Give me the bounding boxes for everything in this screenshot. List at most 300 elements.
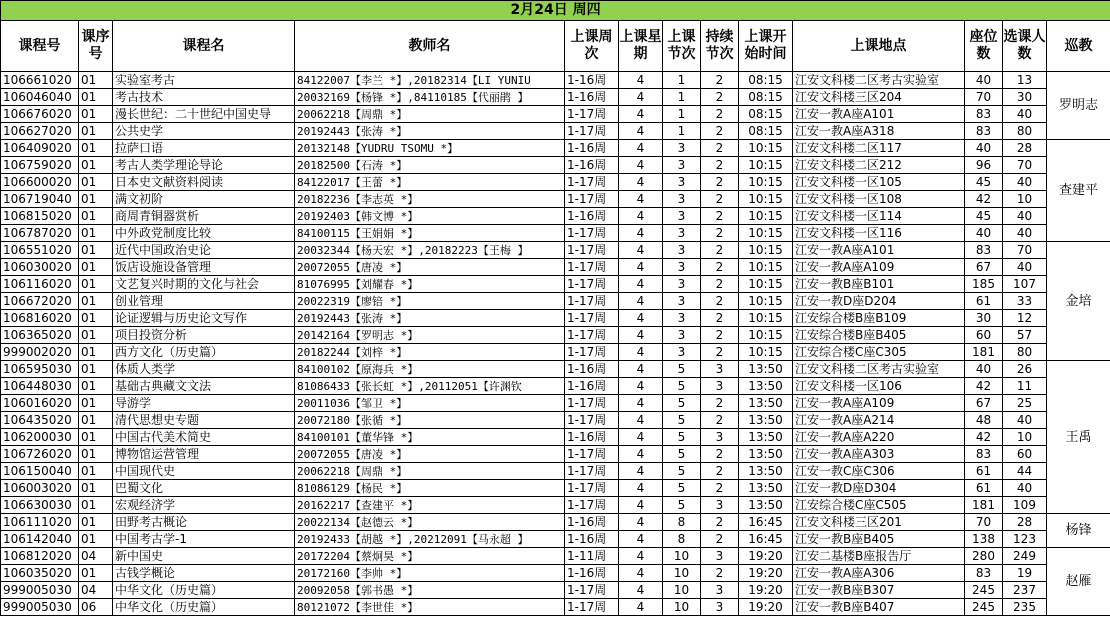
cell-start-time[interactable]: 13:50 — [739, 480, 793, 497]
cell-weekday[interactable]: 4 — [619, 140, 663, 157]
cell-section[interactable]: 01 — [79, 446, 113, 463]
cell-section[interactable]: 01 — [79, 378, 113, 395]
cell-location[interactable]: 江安综合楼C座C305 — [793, 344, 965, 361]
cell-period[interactable]: 5 — [663, 497, 701, 514]
cell-teacher[interactable]: 20132148【YUDRU TSOMU *】 — [295, 140, 565, 157]
cell-enrolled[interactable]: 10 — [1003, 191, 1047, 208]
cell-course-name[interactable]: 导游学 — [113, 395, 295, 412]
cell-duration[interactable]: 3 — [701, 378, 739, 395]
cell-seats[interactable]: 70 — [965, 89, 1003, 106]
cell-teacher[interactable]: 80121072【李世佳 *】 — [295, 599, 565, 616]
cell-start-time[interactable]: 13:50 — [739, 429, 793, 446]
cell-start-time[interactable]: 10:15 — [739, 276, 793, 293]
cell-section[interactable]: 01 — [79, 412, 113, 429]
cell-start-time[interactable]: 13:50 — [739, 446, 793, 463]
cell-duration[interactable]: 2 — [701, 106, 739, 123]
cell-location[interactable]: 江安一教A座A109 — [793, 395, 965, 412]
cell-section[interactable]: 01 — [79, 361, 113, 378]
cell-location[interactable]: 江安一教A座A318 — [793, 123, 965, 140]
cell-weeks[interactable]: 1-16周 — [565, 157, 619, 174]
cell-enrolled[interactable]: 40 — [1003, 480, 1047, 497]
cell-course-id[interactable]: 106726020 — [1, 446, 79, 463]
cell-duration[interactable]: 2 — [701, 327, 739, 344]
cell-seats[interactable]: 83 — [965, 106, 1003, 123]
cell-weeks[interactable]: 1-17周 — [565, 395, 619, 412]
cell-period[interactable]: 1 — [663, 89, 701, 106]
cell-teacher[interactable]: 84122007【李兰 *】,20182314【LI YUNIU — [295, 72, 565, 89]
cell-weekday[interactable]: 4 — [619, 429, 663, 446]
cell-course-name[interactable]: 拉萨口语 — [113, 140, 295, 157]
cell-seats[interactable]: 61 — [965, 293, 1003, 310]
cell-location[interactable]: 江安一教B座B407 — [793, 599, 965, 616]
cell-weekday[interactable]: 4 — [619, 446, 663, 463]
cell-section[interactable]: 01 — [79, 157, 113, 174]
cell-seats[interactable]: 61 — [965, 480, 1003, 497]
cell-teacher[interactable]: 20092058【郭书愚 *】 — [295, 582, 565, 599]
cell-period[interactable]: 10 — [663, 565, 701, 582]
cell-course-name[interactable]: 论证逻辑与历史论文写作 — [113, 310, 295, 327]
cell-enrolled[interactable]: 28 — [1003, 514, 1047, 531]
cell-weeks[interactable]: 1-17周 — [565, 191, 619, 208]
cell-duration[interactable]: 2 — [701, 242, 739, 259]
cell-duration[interactable]: 2 — [701, 140, 739, 157]
cell-section[interactable]: 01 — [79, 106, 113, 123]
cell-location[interactable]: 江安一教A座A109 — [793, 259, 965, 276]
cell-course-name[interactable]: 漫长世纪：二十世纪中国史导 — [113, 106, 295, 123]
cell-duration[interactable]: 2 — [701, 565, 739, 582]
cell-location[interactable]: 江安一教A座A220 — [793, 429, 965, 446]
cell-seats[interactable]: 83 — [965, 242, 1003, 259]
cell-section[interactable]: 01 — [79, 463, 113, 480]
cell-course-id[interactable]: 106046040 — [1, 89, 79, 106]
cell-section[interactable]: 01 — [79, 140, 113, 157]
cell-section[interactable]: 06 — [79, 599, 113, 616]
cell-teacher[interactable]: 20062218【周鼎 *】 — [295, 463, 565, 480]
cell-location[interactable]: 江安文科楼三区201 — [793, 514, 965, 531]
cell-weeks[interactable]: 1-11周 — [565, 548, 619, 565]
cell-weekday[interactable]: 4 — [619, 276, 663, 293]
cell-enrolled[interactable]: 70 — [1003, 242, 1047, 259]
cell-teacher[interactable]: 20182236【李志英 *】 — [295, 191, 565, 208]
cell-section[interactable]: 01 — [79, 293, 113, 310]
cell-seats[interactable]: 42 — [965, 429, 1003, 446]
cell-course-name[interactable]: 考古人类学理论导论 — [113, 157, 295, 174]
cell-course-id[interactable]: 106630030 — [1, 497, 79, 514]
cell-teacher[interactable]: 20162217【查建平 *】 — [295, 497, 565, 514]
cell-duration[interactable]: 2 — [701, 225, 739, 242]
cell-weeks[interactable]: 1-17周 — [565, 344, 619, 361]
cell-weekday[interactable]: 4 — [619, 106, 663, 123]
cell-location[interactable]: 江安一教B座B307 — [793, 582, 965, 599]
cell-course-id[interactable]: 106815020 — [1, 208, 79, 225]
cell-course-id[interactable]: 106816020 — [1, 310, 79, 327]
cell-seats[interactable]: 83 — [965, 446, 1003, 463]
cell-weekday[interactable]: 4 — [619, 378, 663, 395]
cell-teacher[interactable]: 20142164【罗明志 *】 — [295, 327, 565, 344]
cell-course-id[interactable]: 106116020 — [1, 276, 79, 293]
cell-seats[interactable]: 45 — [965, 208, 1003, 225]
cell-section[interactable]: 01 — [79, 497, 113, 514]
cell-weekday[interactable]: 4 — [619, 497, 663, 514]
cell-teacher[interactable]: 20182244【刘梓 *】 — [295, 344, 565, 361]
cell-weekday[interactable]: 4 — [619, 514, 663, 531]
cell-enrolled[interactable]: 19 — [1003, 565, 1047, 582]
cell-weeks[interactable]: 1-17周 — [565, 480, 619, 497]
cell-seats[interactable]: 67 — [965, 259, 1003, 276]
cell-weeks[interactable]: 1-16周 — [565, 89, 619, 106]
cell-start-time[interactable]: 13:50 — [739, 497, 793, 514]
cell-period[interactable]: 8 — [663, 514, 701, 531]
cell-period[interactable]: 3 — [663, 327, 701, 344]
cell-teacher[interactable]: 20172160【李帅 *】 — [295, 565, 565, 582]
cell-course-name[interactable]: 巴蜀文化 — [113, 480, 295, 497]
cell-location[interactable]: 江安一教A座A303 — [793, 446, 965, 463]
cell-period[interactable]: 8 — [663, 531, 701, 548]
cell-inspector[interactable]: 王禹 — [1047, 361, 1110, 514]
cell-course-name[interactable]: 公共史学 — [113, 123, 295, 140]
cell-course-id[interactable]: 106030020 — [1, 259, 79, 276]
cell-seats[interactable]: 67 — [965, 395, 1003, 412]
cell-weekday[interactable]: 4 — [619, 242, 663, 259]
cell-weekday[interactable]: 4 — [619, 361, 663, 378]
cell-duration[interactable]: 3 — [701, 599, 739, 616]
cell-course-id[interactable]: 106759020 — [1, 157, 79, 174]
cell-period[interactable]: 10 — [663, 582, 701, 599]
cell-start-time[interactable]: 08:15 — [739, 72, 793, 89]
cell-period[interactable]: 5 — [663, 463, 701, 480]
cell-period[interactable]: 3 — [663, 242, 701, 259]
cell-section[interactable]: 01 — [79, 565, 113, 582]
cell-start-time[interactable]: 10:15 — [739, 310, 793, 327]
cell-enrolled[interactable]: 57 — [1003, 327, 1047, 344]
cell-course-id[interactable]: 106016020 — [1, 395, 79, 412]
cell-teacher[interactable]: 20192443【张涛 *】 — [295, 123, 565, 140]
cell-course-name[interactable]: 日本史文献资料阅读 — [113, 174, 295, 191]
cell-weeks[interactable]: 1-16周 — [565, 72, 619, 89]
cell-location[interactable]: 江安综合楼B座B109 — [793, 310, 965, 327]
cell-period[interactable]: 5 — [663, 395, 701, 412]
cell-course-id[interactable]: 106142040 — [1, 531, 79, 548]
cell-section[interactable]: 01 — [79, 123, 113, 140]
cell-weeks[interactable]: 1-16周 — [565, 378, 619, 395]
cell-duration[interactable]: 3 — [701, 361, 739, 378]
cell-teacher[interactable]: 84100101【董华锋 *】 — [295, 429, 565, 446]
cell-seats[interactable]: 40 — [965, 140, 1003, 157]
cell-weeks[interactable]: 1-17周 — [565, 242, 619, 259]
cell-weekday[interactable]: 4 — [619, 599, 663, 616]
header-course-id[interactable]: 课程号 — [1, 21, 79, 72]
cell-course-name[interactable]: 项目投资分析 — [113, 327, 295, 344]
cell-enrolled[interactable]: 70 — [1003, 157, 1047, 174]
cell-section[interactable]: 01 — [79, 191, 113, 208]
cell-start-time[interactable]: 10:15 — [739, 140, 793, 157]
cell-teacher[interactable]: 20072055【唐凌 *】 — [295, 446, 565, 463]
cell-seats[interactable]: 45 — [965, 174, 1003, 191]
cell-seats[interactable]: 181 — [965, 497, 1003, 514]
cell-enrolled[interactable]: 10 — [1003, 429, 1047, 446]
header-enrolled[interactable]: 选课人数 — [1003, 21, 1047, 72]
cell-enrolled[interactable]: 40 — [1003, 412, 1047, 429]
cell-enrolled[interactable]: 235 — [1003, 599, 1047, 616]
cell-course-id[interactable]: 106435020 — [1, 412, 79, 429]
cell-enrolled[interactable]: 25 — [1003, 395, 1047, 412]
cell-teacher[interactable]: 84100115【王娟娟 *】 — [295, 225, 565, 242]
cell-duration[interactable]: 2 — [701, 412, 739, 429]
cell-section[interactable]: 01 — [79, 174, 113, 191]
cell-teacher[interactable]: 81086433【张长虹 *】,20112051【许渊钦 — [295, 378, 565, 395]
cell-enrolled[interactable]: 249 — [1003, 548, 1047, 565]
cell-duration[interactable]: 3 — [701, 429, 739, 446]
cell-course-id[interactable]: 106003020 — [1, 480, 79, 497]
cell-start-time[interactable]: 13:50 — [739, 412, 793, 429]
cell-location[interactable]: 江安文科楼三区204 — [793, 89, 965, 106]
cell-duration[interactable]: 2 — [701, 446, 739, 463]
cell-weeks[interactable]: 1-17周 — [565, 106, 619, 123]
cell-seats[interactable]: 40 — [965, 225, 1003, 242]
cell-seats[interactable]: 40 — [965, 361, 1003, 378]
cell-course-name[interactable]: 考古技术 — [113, 89, 295, 106]
cell-teacher[interactable]: 20032169【杨锋 *】,84110185【代丽鹃 】 — [295, 89, 565, 106]
cell-period[interactable]: 3 — [663, 344, 701, 361]
cell-seats[interactable]: 185 — [965, 276, 1003, 293]
cell-weekday[interactable]: 4 — [619, 310, 663, 327]
cell-start-time[interactable]: 10:15 — [739, 157, 793, 174]
cell-course-name[interactable]: 基础古典藏文文法 — [113, 378, 295, 395]
cell-period[interactable]: 3 — [663, 276, 701, 293]
cell-weeks[interactable]: 1-16周 — [565, 565, 619, 582]
cell-duration[interactable]: 2 — [701, 89, 739, 106]
cell-duration[interactable]: 3 — [701, 548, 739, 565]
cell-start-time[interactable]: 08:15 — [739, 89, 793, 106]
header-period[interactable]: 上课节次 — [663, 21, 701, 72]
cell-section[interactable]: 01 — [79, 208, 113, 225]
header-weeks[interactable]: 上课周次 — [565, 21, 619, 72]
cell-period[interactable]: 3 — [663, 208, 701, 225]
cell-duration[interactable]: 3 — [701, 582, 739, 599]
cell-seats[interactable]: 181 — [965, 344, 1003, 361]
cell-duration[interactable]: 2 — [701, 157, 739, 174]
cell-course-name[interactable]: 中国现代史 — [113, 463, 295, 480]
cell-enrolled[interactable]: 12 — [1003, 310, 1047, 327]
cell-teacher[interactable]: 20192403【韩文博 *】 — [295, 208, 565, 225]
cell-section[interactable]: 01 — [79, 242, 113, 259]
cell-enrolled[interactable]: 13 — [1003, 72, 1047, 89]
cell-duration[interactable]: 2 — [701, 293, 739, 310]
cell-course-id[interactable]: 106672020 — [1, 293, 79, 310]
cell-course-name[interactable]: 古钱学概论 — [113, 565, 295, 582]
cell-weeks[interactable]: 1-17周 — [565, 497, 619, 514]
cell-course-name[interactable]: 饭店设施设备管理 — [113, 259, 295, 276]
cell-start-time[interactable]: 13:50 — [739, 378, 793, 395]
cell-location[interactable]: 江安文科楼一区114 — [793, 208, 965, 225]
header-start-time[interactable]: 上课开始时间 — [739, 21, 793, 72]
cell-weeks[interactable]: 1-17周 — [565, 259, 619, 276]
cell-start-time[interactable]: 13:50 — [739, 395, 793, 412]
cell-weeks[interactable]: 1-17周 — [565, 225, 619, 242]
cell-weeks[interactable]: 1-17周 — [565, 446, 619, 463]
cell-seats[interactable]: 61 — [965, 463, 1003, 480]
cell-start-time[interactable]: 10:15 — [739, 208, 793, 225]
cell-duration[interactable]: 3 — [701, 497, 739, 514]
cell-start-time[interactable]: 10:15 — [739, 259, 793, 276]
cell-duration[interactable]: 2 — [701, 463, 739, 480]
cell-duration[interactable]: 2 — [701, 395, 739, 412]
cell-course-id[interactable]: 106409020 — [1, 140, 79, 157]
cell-weeks[interactable]: 1-17周 — [565, 463, 619, 480]
cell-duration[interactable]: 2 — [701, 531, 739, 548]
cell-weekday[interactable]: 4 — [619, 565, 663, 582]
cell-seats[interactable]: 83 — [965, 123, 1003, 140]
cell-weeks[interactable]: 1-17周 — [565, 174, 619, 191]
cell-enrolled[interactable]: 40 — [1003, 106, 1047, 123]
cell-course-name[interactable]: 创业管理 — [113, 293, 295, 310]
cell-course-name[interactable]: 中华文化（历史篇） — [113, 582, 295, 599]
cell-section[interactable]: 04 — [79, 548, 113, 565]
cell-location[interactable]: 江安一教D座D204 — [793, 293, 965, 310]
cell-inspector[interactable]: 赵雁 — [1047, 548, 1110, 616]
cell-course-name[interactable]: 近代中国政治史论 — [113, 242, 295, 259]
cell-seats[interactable]: 42 — [965, 191, 1003, 208]
cell-section[interactable]: 01 — [79, 225, 113, 242]
cell-weekday[interactable]: 4 — [619, 463, 663, 480]
cell-course-name[interactable]: 实验室考古 — [113, 72, 295, 89]
cell-location[interactable]: 江安一教B座B405 — [793, 531, 965, 548]
cell-course-name[interactable]: 中外政党制度比较 — [113, 225, 295, 242]
header-seats[interactable]: 座位数 — [965, 21, 1003, 72]
cell-location[interactable]: 江安文科楼二区考古实验室 — [793, 72, 965, 89]
cell-weeks[interactable]: 1-17周 — [565, 599, 619, 616]
cell-inspector[interactable]: 杨锋 — [1047, 514, 1110, 548]
cell-section[interactable]: 01 — [79, 276, 113, 293]
cell-start-time[interactable]: 19:20 — [739, 548, 793, 565]
cell-course-name[interactable]: 中国古代美术简史 — [113, 429, 295, 446]
cell-teacher[interactable]: 20032344【杨天宏 *】,20182223【王梅 】 — [295, 242, 565, 259]
cell-course-id[interactable]: 106600020 — [1, 174, 79, 191]
cell-section[interactable]: 01 — [79, 327, 113, 344]
cell-weeks[interactable]: 1-17周 — [565, 327, 619, 344]
header-weekday[interactable]: 上课星期 — [619, 21, 663, 72]
cell-section[interactable]: 01 — [79, 72, 113, 89]
cell-start-time[interactable]: 19:20 — [739, 582, 793, 599]
cell-course-name[interactable]: 田野考古概论 — [113, 514, 295, 531]
cell-course-id[interactable]: 106111020 — [1, 514, 79, 531]
cell-course-name[interactable]: 西方文化（历史篇） — [113, 344, 295, 361]
cell-weekday[interactable]: 4 — [619, 89, 663, 106]
cell-teacher[interactable]: 20011036【邹卫 *】 — [295, 395, 565, 412]
cell-enrolled[interactable]: 40 — [1003, 259, 1047, 276]
cell-enrolled[interactable]: 109 — [1003, 497, 1047, 514]
cell-teacher[interactable]: 81086129【杨民 *】 — [295, 480, 565, 497]
cell-course-id[interactable]: 999005030 — [1, 582, 79, 599]
cell-period[interactable]: 10 — [663, 548, 701, 565]
cell-weeks[interactable]: 1-17周 — [565, 276, 619, 293]
cell-course-id[interactable]: 106661020 — [1, 72, 79, 89]
cell-period[interactable]: 3 — [663, 259, 701, 276]
cell-course-name[interactable]: 宏观经济学 — [113, 497, 295, 514]
cell-location[interactable]: 江安文科楼一区106 — [793, 378, 965, 395]
cell-period[interactable]: 3 — [663, 140, 701, 157]
cell-start-time[interactable]: 13:50 — [739, 463, 793, 480]
cell-course-id[interactable]: 106035020 — [1, 565, 79, 582]
cell-enrolled[interactable]: 40 — [1003, 174, 1047, 191]
cell-section[interactable]: 01 — [79, 531, 113, 548]
cell-weeks[interactable]: 1-16周 — [565, 361, 619, 378]
cell-period[interactable]: 1 — [663, 123, 701, 140]
cell-start-time[interactable]: 10:15 — [739, 174, 793, 191]
cell-seats[interactable]: 280 — [965, 548, 1003, 565]
cell-enrolled[interactable]: 28 — [1003, 140, 1047, 157]
cell-course-id[interactable]: 106719040 — [1, 191, 79, 208]
cell-enrolled[interactable]: 33 — [1003, 293, 1047, 310]
cell-section[interactable]: 01 — [79, 310, 113, 327]
cell-start-time[interactable]: 08:15 — [739, 106, 793, 123]
cell-course-name[interactable]: 体质人类学 — [113, 361, 295, 378]
cell-teacher[interactable]: 20072055【唐凌 *】 — [295, 259, 565, 276]
cell-enrolled[interactable]: 80 — [1003, 344, 1047, 361]
cell-course-id[interactable]: 106448030 — [1, 378, 79, 395]
cell-location[interactable]: 江安一教A座A101 — [793, 106, 965, 123]
cell-location[interactable]: 江安文科楼二区117 — [793, 140, 965, 157]
cell-weeks[interactable]: 1-17周 — [565, 412, 619, 429]
cell-start-time[interactable]: 13:50 — [739, 361, 793, 378]
header-location[interactable]: 上课地点 — [793, 21, 965, 72]
cell-course-name[interactable]: 满文初阶 — [113, 191, 295, 208]
cell-enrolled[interactable]: 80 — [1003, 123, 1047, 140]
cell-start-time[interactable]: 10:15 — [739, 344, 793, 361]
cell-weekday[interactable]: 4 — [619, 225, 663, 242]
cell-start-time[interactable]: 16:45 — [739, 514, 793, 531]
cell-seats[interactable]: 60 — [965, 327, 1003, 344]
cell-section[interactable]: 01 — [79, 259, 113, 276]
cell-enrolled[interactable]: 237 — [1003, 582, 1047, 599]
cell-location[interactable]: 江安综合楼C座C505 — [793, 497, 965, 514]
cell-teacher[interactable]: 20192433【胡越 *】,20212091【马永超 】 — [295, 531, 565, 548]
cell-duration[interactable]: 2 — [701, 259, 739, 276]
cell-weeks[interactable]: 1-17周 — [565, 293, 619, 310]
cell-location[interactable]: 江安一教C座C306 — [793, 463, 965, 480]
cell-course-name[interactable]: 博物馆运营管理 — [113, 446, 295, 463]
cell-teacher[interactable]: 20022134【赵德云 *】 — [295, 514, 565, 531]
cell-duration[interactable]: 2 — [701, 208, 739, 225]
cell-seats[interactable]: 83 — [965, 565, 1003, 582]
cell-course-name[interactable]: 商周青铜器赏析 — [113, 208, 295, 225]
cell-weekday[interactable]: 4 — [619, 174, 663, 191]
cell-course-id[interactable]: 106812020 — [1, 548, 79, 565]
cell-start-time[interactable]: 19:20 — [739, 565, 793, 582]
cell-period[interactable]: 5 — [663, 412, 701, 429]
cell-location[interactable]: 江安文科楼二区212 — [793, 157, 965, 174]
cell-weekday[interactable]: 4 — [619, 72, 663, 89]
cell-seats[interactable]: 30 — [965, 310, 1003, 327]
cell-section[interactable]: 01 — [79, 480, 113, 497]
cell-course-id[interactable]: 106200030 — [1, 429, 79, 446]
cell-enrolled[interactable]: 40 — [1003, 225, 1047, 242]
cell-seats[interactable]: 138 — [965, 531, 1003, 548]
cell-enrolled[interactable]: 60 — [1003, 446, 1047, 463]
cell-seats[interactable]: 40 — [965, 72, 1003, 89]
header-teacher[interactable]: 教师名 — [295, 21, 565, 72]
cell-duration[interactable]: 2 — [701, 310, 739, 327]
cell-section[interactable]: 04 — [79, 582, 113, 599]
cell-seats[interactable]: 48 — [965, 412, 1003, 429]
cell-section[interactable]: 01 — [79, 429, 113, 446]
cell-start-time[interactable]: 19:20 — [739, 599, 793, 616]
cell-location[interactable]: 江安一教A座A101 — [793, 242, 965, 259]
cell-seats[interactable]: 245 — [965, 582, 1003, 599]
cell-course-id[interactable]: 999005030 — [1, 599, 79, 616]
cell-weekday[interactable]: 4 — [619, 191, 663, 208]
cell-duration[interactable]: 2 — [701, 174, 739, 191]
